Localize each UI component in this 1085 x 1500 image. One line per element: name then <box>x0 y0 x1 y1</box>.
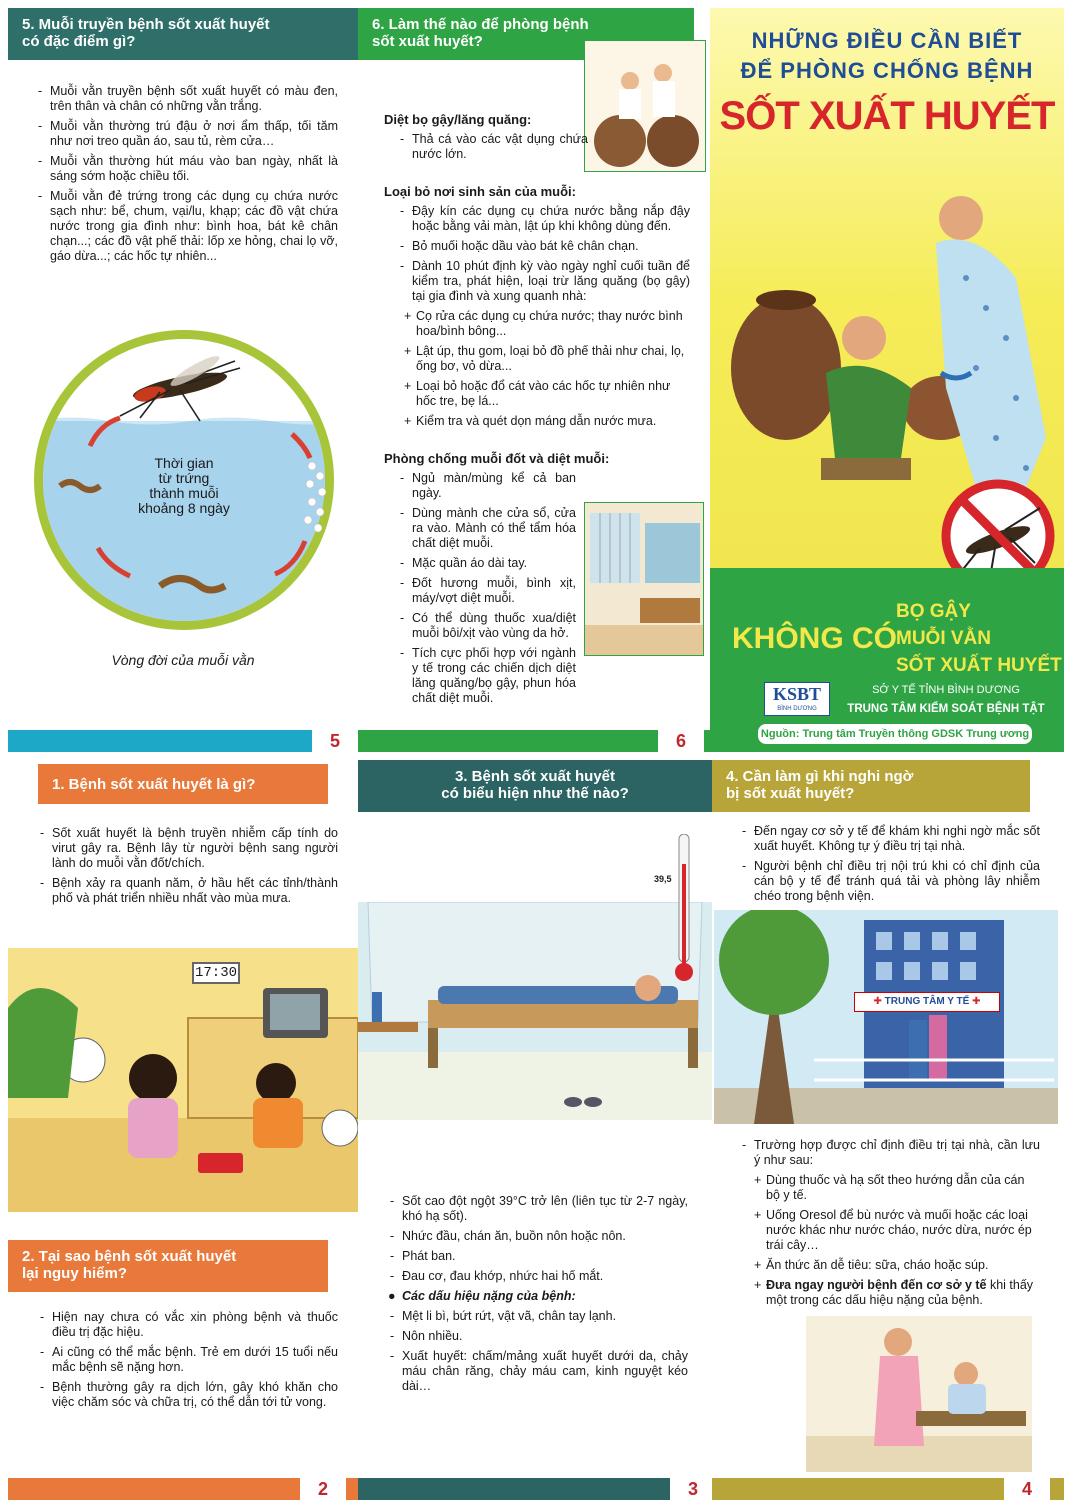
page-number: 4 <box>1004 1478 1050 1500</box>
red-cross-icon: ✚ <box>873 996 882 1007</box>
panel-5 <box>8 8 358 752</box>
wall-clock: 17:30 <box>192 962 240 984</box>
list-item: - Ngủ màn/mùng kể cả ban ngày. <box>398 471 576 501</box>
logo-text: KSBT <box>772 684 822 704</box>
section-breeding-list <box>398 204 690 304</box>
cover-source: Nguồn: Trung tâm Truyền thông GDSK Trung ương <box>758 724 1032 744</box>
list-item: - Sốt cao đột ngột 39°C trở lên (liên tục từ 2-7 ngày, khó hạ sốt). <box>388 1194 688 1224</box>
section-bites-list <box>398 471 576 706</box>
children-playing-illustration <box>8 948 358 1212</box>
home-care-last-rest: khi thấy một trong các dấu hiệu nặng của bệnh. <box>766 1278 1034 1307</box>
panel-4-bullets <box>740 824 1040 904</box>
cover-list-item: MUỖI VẰN <box>896 628 991 649</box>
panel-4-text-top <box>740 824 1040 909</box>
panel-1-bullets <box>38 826 338 906</box>
panel-6-footer <box>358 730 710 752</box>
panel-1-header: 1. Bệnh sốt xuất huyết là gì? <box>38 764 328 804</box>
section-bites: Phòng chống muỗi đốt và diệt muỗi: <box>384 451 610 466</box>
list-item: - Ai cũng có thể mắc bệnh. Trẻ em dưới 15 tuổi nếu mắc bệnh sẽ nặng hơn. <box>38 1345 338 1375</box>
list-item: - Bệnh xảy ra quanh năm, ở hầu hết các tỉnh/thành phố và phát triển nhiều nhất vào mùa mưa. <box>38 876 338 906</box>
list-item: - Bỏ muối hoặc dầu vào bát kê chân chạn. <box>398 239 690 254</box>
panel-2-footer <box>8 1478 358 1500</box>
list-item: - Người bệnh chỉ điều trị nội trú khi có chỉ định của cán bộ y tế để tránh quá tải và phòng lây nhiễm chéo trong bệnh viện. <box>740 859 1040 904</box>
list-item: - Muỗi vằn đẻ trứng trong các dụng cụ chứa nước sạch như: bể, chum, vại/lu, khạp; các đồ vật chứa nước trong gia đình như: bình hoa, bát kê chân chạn...; các đồ vật phế thải: lốp xe hỏng, chai lọ vỡ, gáo dừa...; các hốc tự nhiên... <box>36 189 338 264</box>
cover-title-main: SỐT XUẤT HUYẾT <box>719 94 1055 138</box>
list-item: - Dành 10 phút định kỳ vào ngày nghỉ cuối tuần để kiểm tra, phát hiện, loại trừ lăng quăng (bọ gậy) tại gia đình và xung quanh nhà: <box>398 259 690 304</box>
list-item: - Thả cá vào các vật dụng chứa nước lớn. <box>398 132 588 162</box>
panel-4-footer <box>712 1478 1064 1500</box>
list-item: - Đốt hương muỗi, bình xịt, máy/vợt diệt muỗi. <box>398 576 576 606</box>
cover-org-line2: TRUNG TÂM KIỂM SOÁT BỆNH TẬT <box>847 703 1045 715</box>
health-center-illustration <box>714 910 1058 1124</box>
list-item: - Mặc quần áo dài tay. <box>398 556 576 571</box>
section-breeding-sublist <box>404 309 690 429</box>
severe-signs-list <box>388 1309 688 1394</box>
list-item: - Tích cực phối hợp với ngành y tế trong các chiến dịch diệt lăng quăng/bọ gậy, phun hóa chất diệt muỗi. <box>398 646 576 706</box>
panel-3-footer <box>358 1478 712 1500</box>
cover-list-item: SỐT XUẤT HUYẾT <box>896 655 1062 676</box>
list-item: - Dùng mành che cửa sổ, cửa ra vào. Mành có thể tẩm hóa chất diệt muỗi. <box>398 506 576 551</box>
list-item: + Kiểm tra và quét dọn máng dẫn nước mưa. <box>404 414 690 429</box>
list-item: - Sốt xuất huyết là bệnh truyền nhiễm cấp tính do virut gây ra. Bệnh lây từ người bệnh sang người lành do muỗi vằn đốt/chích. <box>38 826 338 871</box>
panel-3-header: 3. Bệnh sốt xuất huyết có biểu hiện như thế nào? <box>358 760 712 812</box>
list-item: - Đến ngay cơ sở y tế để khám khi nghi ngờ mắc sốt xuất huyết. Không tự ý điều trị tại nhà. <box>740 824 1040 854</box>
panel-4-text-home <box>740 1138 1040 1313</box>
section-larvae-list <box>398 132 588 162</box>
page-number: 3 <box>670 1478 712 1500</box>
list-item: - Muỗi vằn thường trú đậu ở nơi ẩm thấp, tối tăm như nơi treo quần áo, sau tủ, rèm cửa… <box>36 119 338 149</box>
lifecycle-caption: Vòng đời của muỗi vằn <box>111 652 255 668</box>
list-item: - Đậy kín các dụng cụ chứa nước bằng nắp đậy hoặc bằng vải màn, lật úp khi không dùng đến. <box>398 204 690 234</box>
home-care-title: - Trường hợp được chỉ định điều trị tại nhà, cần lưu ý như sau: <box>740 1138 1040 1168</box>
cover-panel <box>710 8 1064 752</box>
home-care-last-item <box>754 1278 1040 1308</box>
mosquito-lifecycle-illustration <box>30 326 338 634</box>
bullet-dot: ● <box>388 1289 396 1303</box>
list-item: + Loại bỏ hoặc đổ cát vào các hốc tự nhiên như hốc tre, bẹ lá... <box>404 379 690 409</box>
list-item: + Dùng thuốc và hạ sốt theo hướng dẫn của cán bộ y tế. <box>754 1173 1040 1203</box>
severe-signs-text: Các dấu hiệu nặng của bệnh: <box>402 1289 576 1303</box>
panel-4 <box>712 754 1064 1500</box>
cover-khong-co: KHÔNG CÓ <box>732 622 897 655</box>
list-item: - Mệt li bì, bứt rứt, vật vã, chân tay lạnh. <box>388 1309 688 1324</box>
panel-1-2 <box>8 754 358 1500</box>
panel-3-bullets <box>388 1194 688 1284</box>
ksbt-logo <box>764 682 830 716</box>
home-care-title-list <box>740 1138 1040 1168</box>
list-item: + Uống Oresol để bù nước và muối hoặc các loại nước khác như nước cháo, nước dừa, nước ép trái cây… <box>754 1208 1040 1253</box>
thermometer <box>674 834 694 984</box>
cover-list-item: BỌ GẬY <box>896 601 971 622</box>
cover-org-line1: SỞ Y TẾ TỈNH BÌNH DƯƠNG <box>872 684 1020 696</box>
panel-5-footer <box>8 730 358 752</box>
list-item: - Nhức đầu, chán ăn, buồn nôn hoặc nôn. <box>388 1229 688 1244</box>
health-center-sign <box>854 992 1000 1012</box>
panel-2-bullets <box>38 1310 338 1410</box>
panel-4-header: 4. Cần làm gì khi nghi ngờ bị sốt xuất huyết? <box>712 760 1030 812</box>
page-number: 2 <box>300 1478 346 1500</box>
cover-title-line2: ĐỂ PHÒNG CHỐNG BỆNH <box>740 58 1034 83</box>
severe-signs-title <box>388 1289 688 1304</box>
panel-2-text <box>38 1310 338 1415</box>
panel-2-header: 2. Tại sao bệnh sốt xuất huyết lại nguy hiểm? <box>8 1240 328 1292</box>
list-item: - Muỗi vằn thường hút máu vào ban ngày, nhất là sáng sớm hoặc chiều tối. <box>36 154 338 184</box>
panel-1-text <box>38 826 338 911</box>
list-item: - Nôn nhiều. <box>388 1329 688 1344</box>
panel-6 <box>358 8 710 752</box>
section-larvae: Diệt bọ gậy/lăng quăng: <box>384 112 532 127</box>
thermometer-reading: 39,5 <box>654 874 672 884</box>
cover-title-line1: NHỮNG ĐIỀU CẦN BIẾT <box>751 28 1023 53</box>
page-number: 5 <box>312 730 358 752</box>
cover-family-illustration <box>726 188 1056 518</box>
logo-subtext: BÌNH DƯƠNG <box>777 706 817 712</box>
panel-6-header: 6. Làm thế nào để phòng bệnh sốt xuất huyết? <box>358 8 694 60</box>
page-number: 6 <box>658 730 704 752</box>
panel-3-text <box>388 1194 688 1399</box>
list-item: - Có thể dùng thuốc xua/diệt muỗi bôi/xịt vào vùng da hở. <box>398 611 576 641</box>
panel-5-text <box>36 84 338 269</box>
list-item: - Phát ban. <box>388 1249 688 1264</box>
list-item: - Đau cơ, đau khớp, nhức hai hố mắt. <box>388 1269 688 1284</box>
list-item: - Muỗi vằn truyền bệnh sốt xuất huyết có màu đen, trên thân và chân có những vằn trắng. <box>36 84 338 114</box>
sign-text: TRUNG TÂM Y TẾ <box>884 996 970 1007</box>
list-item: - Xuất huyết: chấm/mảng xuất huyết dưới da, chảy máu chân răng, chảy máu cam, kinh nguyệt kéo dài… <box>388 1349 688 1394</box>
section-breeding: Loại bỏ nơi sinh sản của muỗi: <box>384 184 576 199</box>
cover-list <box>896 598 1064 679</box>
list-item: - Hiện nay chưa có vắc xin phòng bệnh và thuốc điều trị đặc hiệu. <box>38 1310 338 1340</box>
home-care-list <box>754 1173 1040 1273</box>
list-item: - Bệnh thường gây ra dịch lớn, gây khó khăn cho việc chăm sóc và chữa trị, có thể dẫn tới tử vong. <box>38 1380 338 1410</box>
panel-5-header: 5. Muỗi truyền bệnh sốt xuất huyết có đặc điểm gì? <box>8 8 358 60</box>
list-item: + Cọ rửa các dụng cụ chứa nước; thay nước bình hoa/bình bông... <box>404 309 690 339</box>
room-curtain-illustration <box>584 502 704 656</box>
list-item: + Ăn thức ăn dễ tiêu: sữa, cháo hoặc súp. <box>754 1258 1040 1273</box>
sick-patient-bed-illustration <box>358 902 712 1120</box>
lifecycle-duration-text: Thời gian từ trứng thành muỗi khoảng 8 ngày <box>138 455 230 516</box>
panel-5-bullets <box>36 84 338 264</box>
home-care-last-bold: Đưa ngay người bệnh đến cơ sở y tế <box>766 1278 987 1292</box>
home-care-last-list <box>754 1278 1040 1308</box>
list-item: + Lật úp, thu gom, loại bỏ đồ phế thải như chai, lọ, ống bơ, vỏ dừa... <box>404 344 690 374</box>
caregiver-illustration <box>806 1316 1032 1472</box>
panel-3 <box>358 754 712 1500</box>
red-cross-icon: ✚ <box>972 996 981 1007</box>
